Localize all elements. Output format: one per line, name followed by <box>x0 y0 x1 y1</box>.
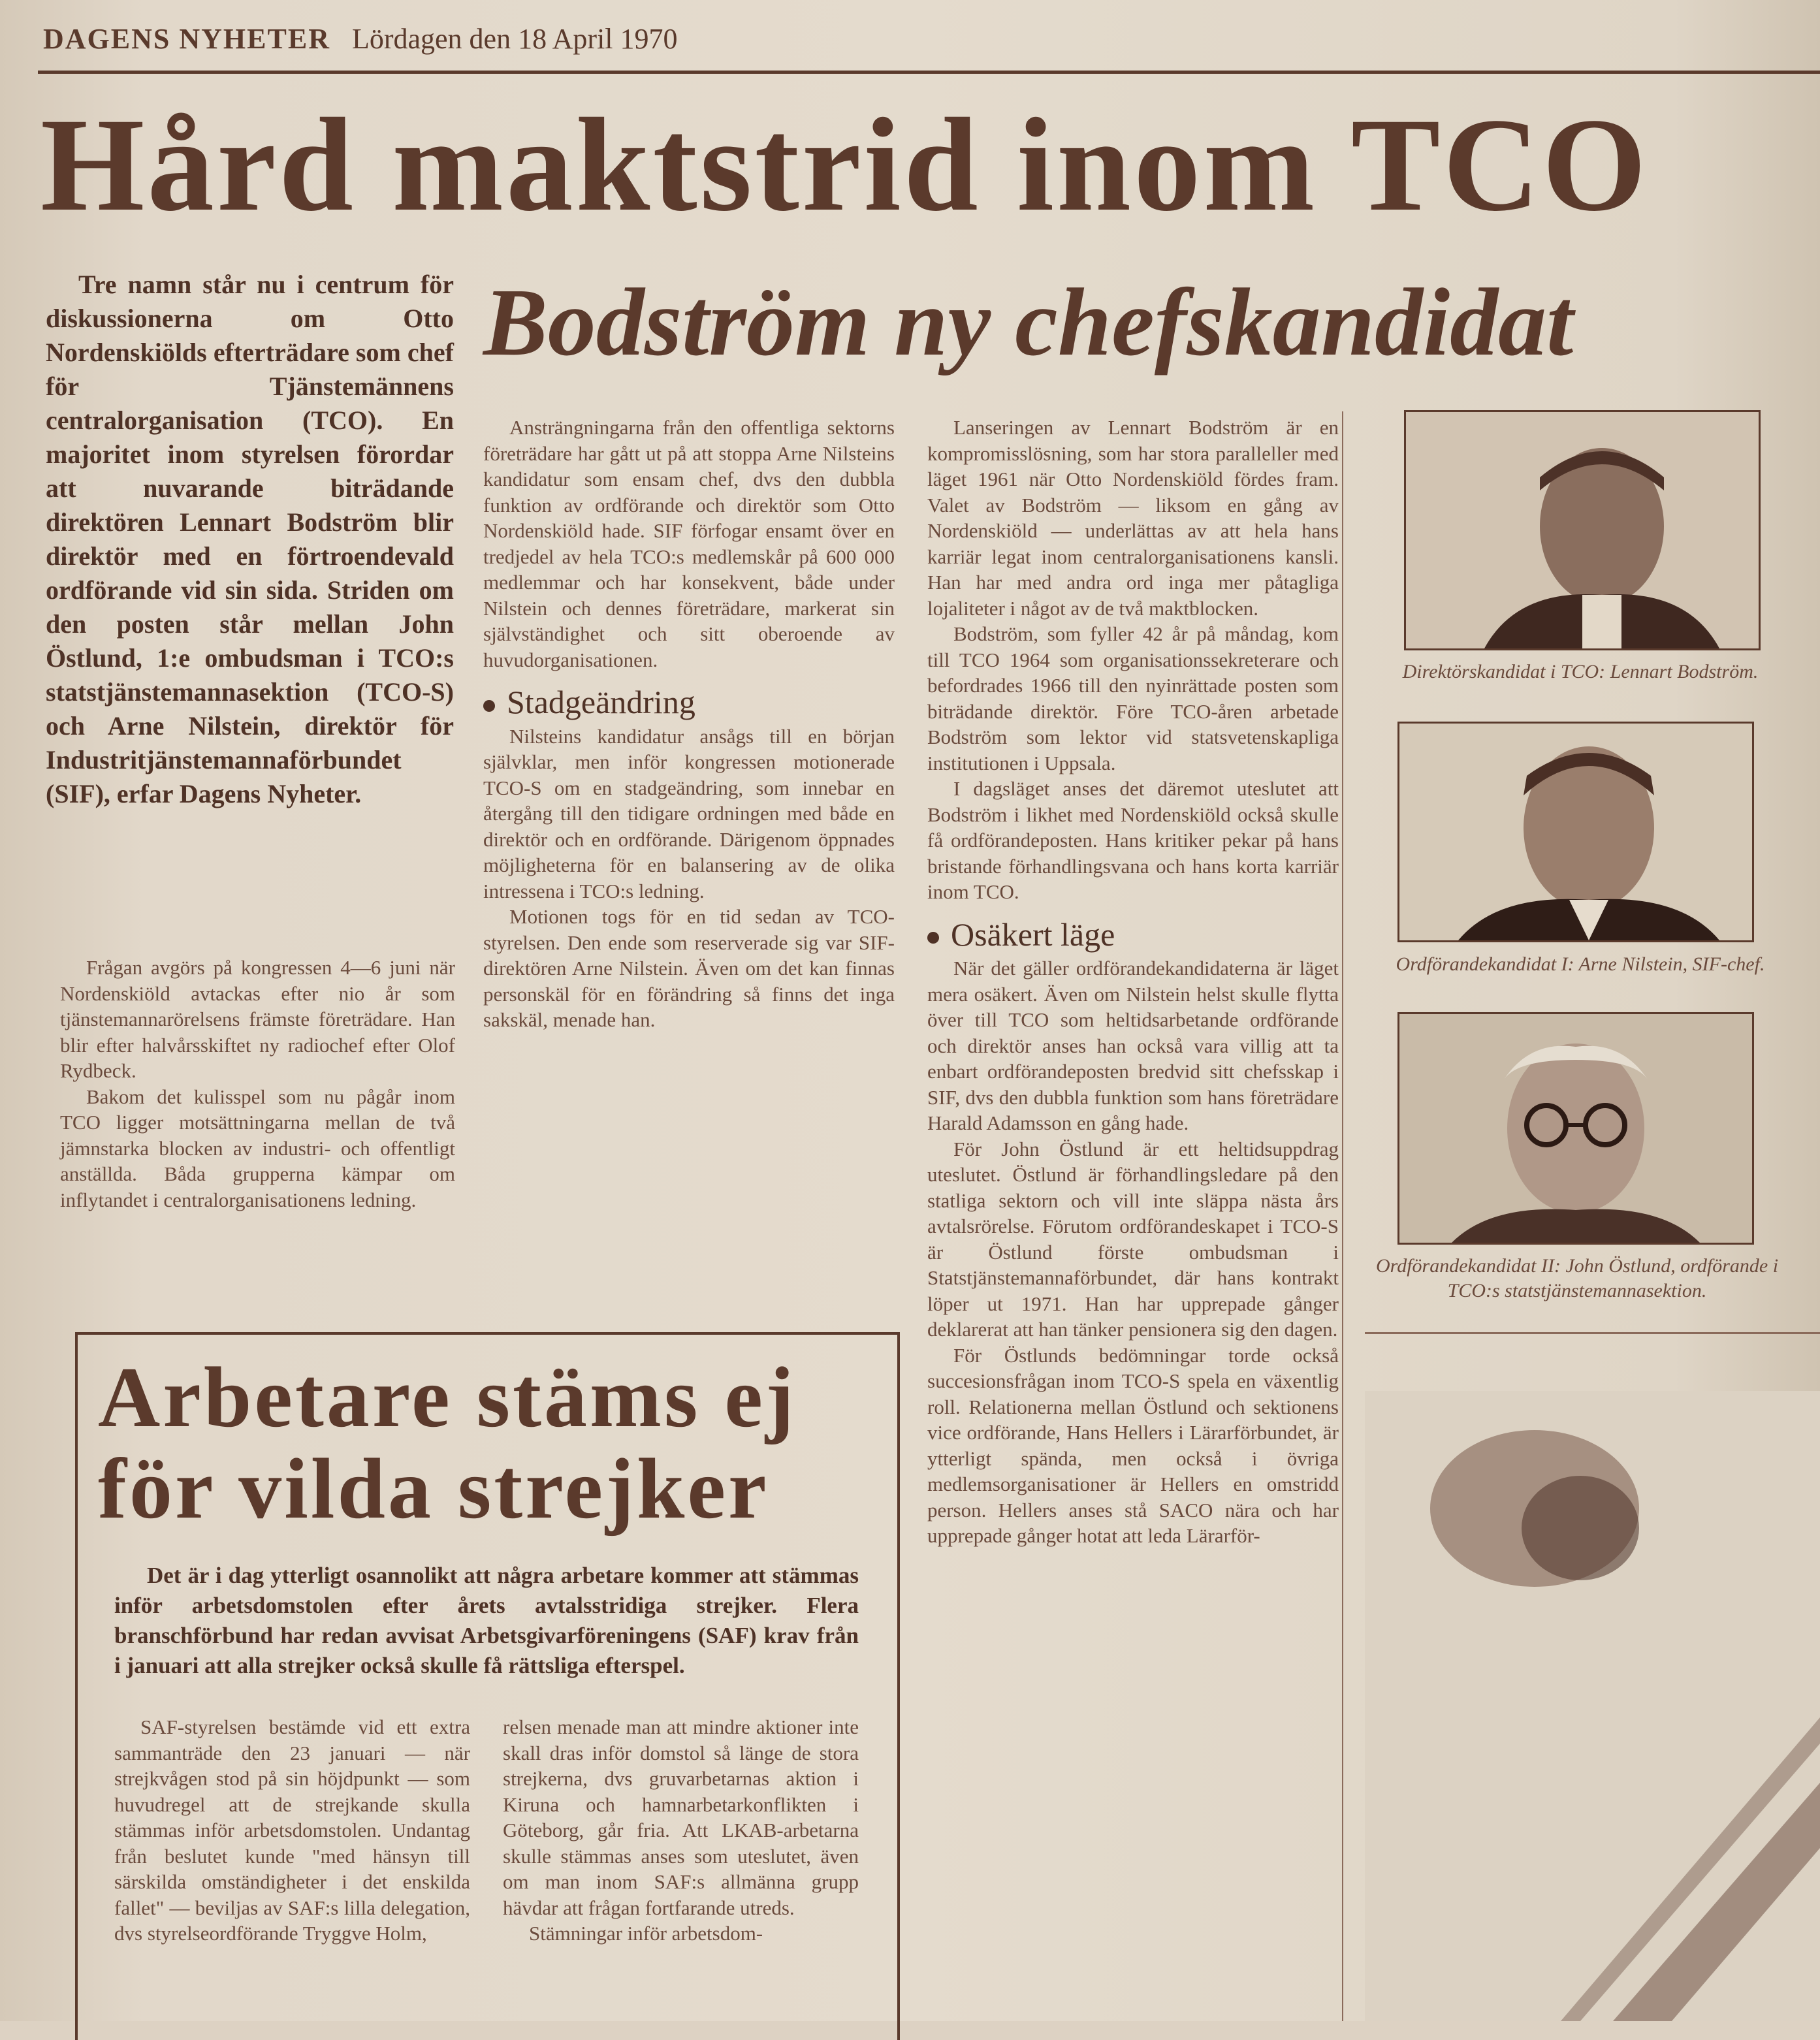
main-subheadline: Bodström ny chefskandidat <box>483 269 1574 376</box>
masthead <box>43 22 678 56</box>
portrait-photo-bodstrom <box>1404 410 1761 650</box>
main-col2-paragraph: Nilsteins kandidatur ansågs till en början självklar, men inför kongressen motionerade TCO-S om en stadgeändring, som innebar en återgång till den tidigare ordningen med både en direktör och en ordförande. Därigenom öppnades möjligheterna för en balansering av de olika intressena i TCO:s ledning. <box>483 724 895 902</box>
halftone-photo-fragment <box>1365 1391 1820 2021</box>
photo-caption-bodstrom: Direktörskandidat i TCO: Lennart Bodström. <box>1402 661 1759 682</box>
halftone-photo-icon <box>1365 1391 1820 2021</box>
second-headline-line1: Arbetare stäms ej <box>98 1349 797 1445</box>
second-story-headline <box>98 1349 882 1537</box>
portrait-photo-icon <box>1399 1014 1752 1243</box>
portrait-photo-icon <box>1399 724 1752 940</box>
photo-caption-ostlund: Ordförandekandidat II: John Östlund, ordförande i TCO:s statstjänstemannasektion. <box>1375 1255 1779 1301</box>
main-col3-paragraph: För Östlunds bedömningar torde också succesionsfrågan inom TCO-S spela en växentlig roll. Relationerna mellan Östlund och sektionens vice ordförande, Hans Hellers i Lärarförbundet, är ytterligt spända, men också i övriga medlemsorganisationer är Hellers en omstridd person. Hellers anses stå SACO nära och har upprepade gånger hotat att leda Lärarför- <box>927 1343 1339 1547</box>
main-lead-text: Tre namn står nu i centrum för diskussionerna om Otto Nordenskiölds efterträdare som chef för Tjänstemännens centralorganisation (TCO). En majoritet inom styrelsen förordar att nuvarande biträdande direktören Lennart Bodström blir direktör med en förtroendevald ordförande vid sin sida. Striden om den posten står mellan John Östlund, 1:e ombudsman i TCO:s statstjänstemannasektion (TCO-S) och Arne Nilstein, direktör för Industritjänstemannaförbundet (SIF), erfar Dagens Nyheter. <box>46 270 454 808</box>
column-divider <box>1342 411 1343 2021</box>
main-col3-paragraph: Lanseringen av Lennart Bodström är en kompromisslösning, som har stora paralleller med läget 1961 när Otto Nordenskiöld fördes fram. Valet av Bodström — liksom en gång av Nordenskiöld — underlättas av att hela hans karriär legat inom centralorganisationens kansli. Han har med andra ord inga mer påtagliga lojaliteter i något av de två maktblocken. <box>927 416 1339 620</box>
second-column-2 <box>503 1714 859 2021</box>
main-col1-paragraph: Bakom det kulisspel som nu pågår inom TCO ligger motsättningarna mellan de två jämnstarka blocken av industri- och offentligt anställda. Båda grupperna kämpar om inflytandet i centralorganisationens ledning. <box>60 1085 455 1211</box>
second-story-lead <box>114 1561 859 1681</box>
main-col2-paragraph: Ansträngningarna från den offentliga sektorns företrädare har gått ut på att stoppa Arne Nilsteins kandidatur som ensam chef, dvs den dubbla funktion av ordförande och direktör som Otto Nordenskiöld hade. SIF förfogar ensamt över en tredjedel av hela TCO:s medlemskår på 600 000 medlemmar och har konsekvent, både under Nilstein och dennes företrädare, markerat sin självständighet och sitt oberoende av huvudorganisationen. <box>483 416 895 671</box>
second-column-1 <box>114 1714 470 2021</box>
main-col3-paragraph: I dagsläget anses det däremot uteslutet att Bodström i likhet med Nordenskiöld också skulle få ordförandeposten. Hans kritiker pekar på hans bristande förhandlingsvana och hans korta karriär inom TCO. <box>927 777 1339 903</box>
photo-caption-nilstein: Ordförandekandidat I: Arne Nilstein, SIF-chef. <box>1396 953 1765 975</box>
second-col2-paragraph: Stämningar inför arbetsdom- <box>529 1922 763 1945</box>
main-column-1 <box>60 955 455 1213</box>
main-column-3 <box>927 415 1339 1549</box>
portrait-photo-nilstein <box>1397 722 1754 942</box>
main-col3-paragraph: Bodström, som fyller 42 år på måndag, kom till TCO 1964 som organisationssekreterare och befordrades 1966 till den nyinrättade posten som biträdande direktör. Före TCO-åren arbetade Bodström som lektor vid statsvetenskapliga institutionen i Uppsala. <box>927 622 1339 774</box>
section-head-stadgeandring: Stadgeändring <box>483 690 895 716</box>
main-col1-paragraph: Frågan avgörs på kongressen 4—6 juni när Nordenskiöld avtackas efter nio år som tjänstemannarörelsens främste företrädare. Han blir efter halvårsskiftet ny radiochef efter Olof Rydbeck. <box>60 956 455 1082</box>
portrait-photo-ostlund <box>1397 1012 1754 1245</box>
masthead-paper-name: DAGENS NYHETER <box>43 23 330 55</box>
second-lead-text: Det är i dag ytterligt osannolikt att några arbetare kommer att stämmas inför arbetsdomstolen efter årets avtalsstridiga strejker. Flera branschförbund har redan avvisat Arbetsgivarföreningens (SAF) krav från i januari att alla strejker också skulle få rättsliga efterspel. <box>114 1563 859 1678</box>
bullet-icon <box>927 932 939 944</box>
main-col3-paragraph: När det gäller ordförandekandidaterna är läget mera osäkert. Även om Nilstein helst skulle flytta över till TCO som heltidsarbetande ordförande och direktör anses han också vara villig att ta enbart ordförandeposten bredvid sitt chefsskap i SIF, dvs den dubbla funktion som hans företrädare Harald Adamsson en gång hade. <box>927 957 1339 1134</box>
masthead-rule <box>38 71 1820 74</box>
second-col1-paragraph: SAF-styrelsen bestämde vid ett extra sammanträde den 23 januari — när strejkvågen stod på sin höjdpunkt — som huvudregel att de strejkande skulla stämmas inför arbetsdomstolen. Undantag från beslutet kunde "med hänsyn till särskilda omständigheter i det enskilda fallet" — beviljas av SAF:s lilla delegation, dvs styrelseordförande Tryggve Holm, <box>114 1715 470 1945</box>
main-lead <box>46 268 454 811</box>
main-headline: Hård maktstrid inom TCO <box>40 91 1650 239</box>
second-col2-paragraph: relsen menade man att mindre aktioner inte skall dras inför domstol så länge de stora strejkerna, dvs gruvarbetarnas aktion i Kiruna och hamnarbetarkonflikten i Göteborg, går fria. Att LKAB-arbetarna skulle stämmas anses som uteslutet, även om man inom SAF:s allmänna grupp hävdar att frågan fortfarande utreds. <box>503 1715 859 1919</box>
masthead-date: Lördagen den 18 April 1970 <box>351 23 678 55</box>
main-col3-paragraph: För John Östlund är ett heltidsuppdrag uteslutet. Östlund är förhandlingsledare på den statliga sektorn och vill inte släppa nästa års avtalsrörelse. Förutom ordförandeskapet i TCO-S är Östlund förste ombudsman i Statstjänstemannaförbundet, där hans kontrakt löper ut 1971. Han har upprepade gånger deklarerat att han tänker pensionera sig den dagen. <box>927 1137 1339 1341</box>
second-headline-line2: för vilda strejker <box>98 1441 769 1537</box>
portrait-photo-icon <box>1406 412 1759 648</box>
bullet-icon <box>483 700 495 712</box>
main-col2-paragraph: Motionen togs för en tid sedan av TCO-styrelsen. Den ende som reserverade sig var SIF-direktören Arne Nilstein. Även om det kan finnas personskäl för en förändring så finns det inga sakskäl, menade han. <box>483 905 895 1031</box>
main-column-2 <box>483 415 895 1033</box>
section-head-osakert-lage: Osäkert läge <box>927 922 1339 948</box>
photo-area-divider <box>1365 1332 1820 1334</box>
